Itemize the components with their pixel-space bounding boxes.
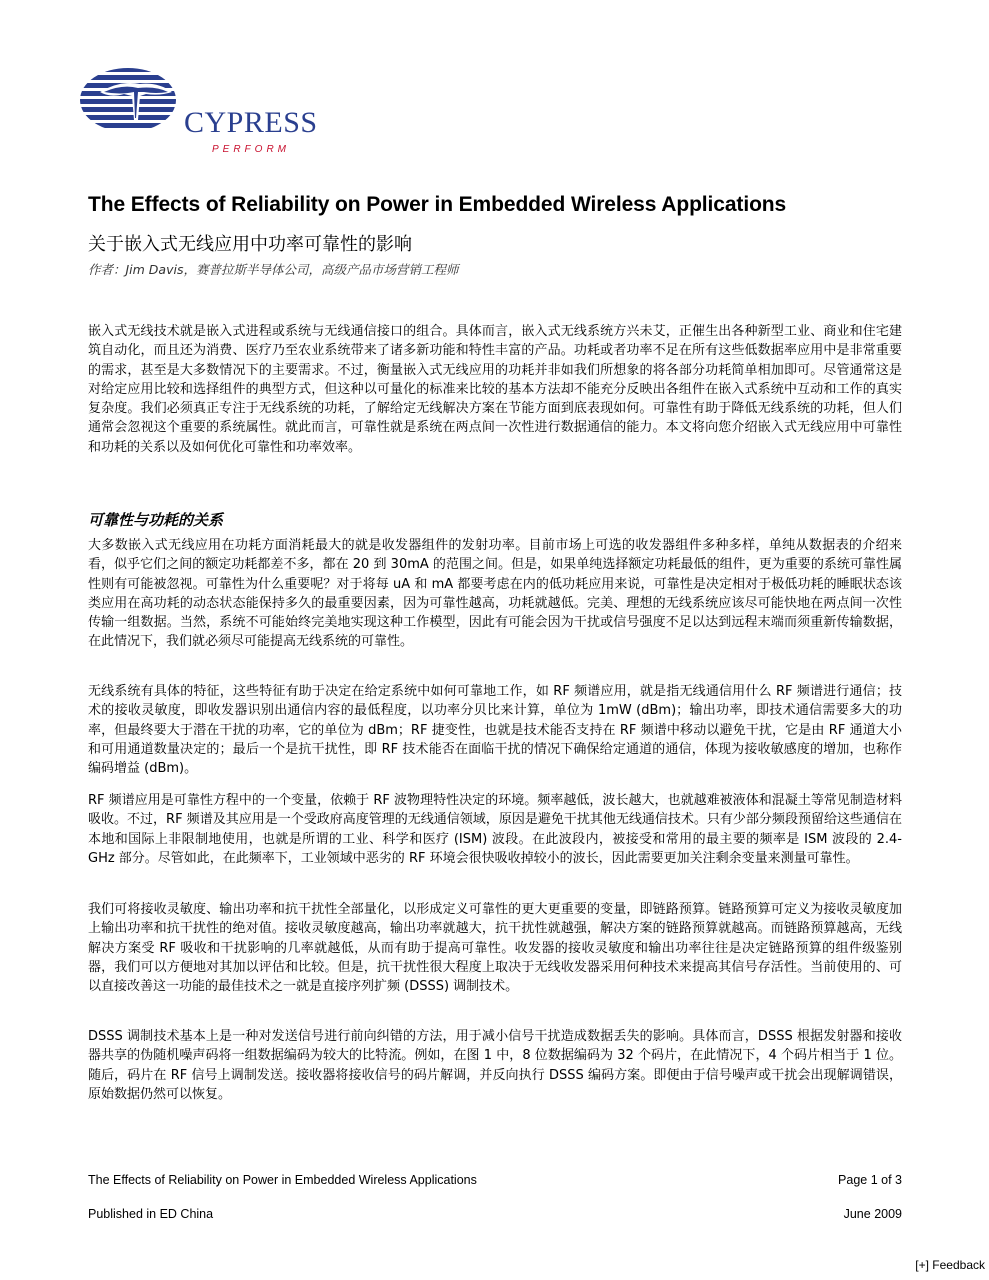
logo-tagline: PERFORM: [212, 144, 290, 155]
body-paragraph-2: 无线系统有具体的特征，这些特征有助于决定在给定系统中如何可靠地工作，如 RF 频谱应用，就是指无线通信用什么 RF 频谱进行通信；技术的接收灵敏度，即收发器识别出通信内容的最低程度，以功率分贝比来计算，单位为 1mW (dBm)；输出功率，即技术通信需要多大的功率，但最终要大于潜在干扰的功率，它的单位为 dBm；RF 捷变性，也就是技术能否支持在 RF 频谱中移动以避免干扰，它是由 RF 通道大小和可用通道数量决定的；最后一个是抗干扰性，即 RF 技术能否在面临干扰的情况下确保给定通道的通信，体现为接收敏感度的增加，也称作编码增益 (dBm)。: [88, 684, 902, 777]
article-title-chinese: 关于嵌入式无线应用中功率可靠性的影响: [88, 234, 412, 255]
footer-title: The Effects of Reliability on Power in Embedded Wireless Applications: [88, 1173, 477, 1187]
body-paragraph-5: DSSS 调制技术基本上是一种对发送信号进行前向纠错的方法，用于减小信号干扰造成数据丢失的影响。具体而言，DSSS 根据发射器和接收器共享的伪随机噪声码将一组数据编码为较大的比特流。例如，在图 1 中，8 位数据编码为 32 个码片，在此情况下，4 个码片相当于 1 位。随后，码片在 RF 信号上调制发送。接收器将接收信号的码片解调，并反向执行 DSSS 编码方案。即便由于信号噪声或干扰会出现解调错误，原始数据仍然可以恢复。: [88, 1029, 902, 1102]
logo-wordmark: CYPRESS: [184, 106, 318, 139]
body-paragraph-3: RF 频谱应用是可靠性方程中的一个变量，依赖于 RF 波物理特性决定的环境。频率越低，波长越大，也就越难被液体和混凝土等常见制造材料吸收。不过，RF 频谱及其应用是一个受政府高度管理的无线通信领域，原因是避免干扰其他无线通信技术。只有少部分频段预留给这些通信在本地和国际上非限制地使用，也就是所谓的工业、科学和医疗 (ISM) 波段。在此波段内，被接受和常用的最主要的频率是 ISM 波段的 2.4-GHz 部分。尽管如此，在此频率下，工业领域中恶劣的 RF 环境会很快吸收掉较小的波长，因此需要更加关注剩余变量来测量可靠性。: [88, 793, 902, 866]
footer-published: Published in ED China: [88, 1207, 214, 1221]
footer-date: June 2009: [843, 1207, 902, 1221]
body-paragraph-4: 我们可将接收灵敏度、输出功率和抗干扰性全部量化，以形成定义可靠性的更大更重要的变量，即链路预算。链路预算可定义为接收灵敏度加上输出功率和抗干扰性的绝对值。接收灵敏度越高，输出功率就越大，抗干扰性就越强，解决方案的链路预算就越高。而链路预算越高，无线解决方案受 RF 吸收和干扰影响的几率就越低，从而有助于提高可靠性。收发器的接收灵敏度和输出功率往往是决定链路预算的组件级鉴别器，我们可以方便地对其加以评估和比较。但是，抗干扰性很大程度上取决于无线收发器采用何种技术来提高其信号存活性。当前使用的、可以直接改善这一功能的最佳技术之一就是直接序列扩频 (DSSS) 调制技术。: [88, 902, 902, 995]
feedback-link[interactable]: [+] Feedback: [915, 1258, 985, 1272]
footer-page-number: Page 1 of 3: [838, 1173, 902, 1187]
intro-paragraph: 嵌入式无线技术就是嵌入式进程或系统与无线通信接口的组合。具体而言，嵌入式无线系统方兴未艾，正催生出各种新型工业、商业和住宅建筑自动化，而且还为消费、医疗乃至农业系统带来了诸多新功能和特性丰富的产品。功耗或者功率不足在所有这些低数据率应用中是非常重要的需求，甚至是大多数情况下的主要需求。不过，衡量嵌入式无线应用的功耗并非如我们所想象的将各部分功耗简单相加即可。尽管通常这是对给定应用比较和选择组件的典型方式，但这种以可量化的标准来比较的基本方法却不能充分反映出各组件在嵌入式系统中互动和工作的真实复杂度。我们必须真正专注于无线系统的功耗，了解给定无线解决方案在节能方面到底表现如何。可靠性有助于降低无线系统的功耗，但人们通常会忽视这个重要的系统属性。就此而言，可靠性就是系统在两点间一次性进行数据通信的能力。本文将向您介绍嵌入式无线应用中可靠性和功耗的关系以及如何优化可靠性和功率效率。: [88, 324, 902, 455]
cypress-logo: [80, 62, 320, 162]
body-paragraph-1: 大多数嵌入式无线应用在功耗方面消耗最大的就是收发器组件的发射功率。目前市场上可选的收发器组件多种多样，单纯从数据表的介绍来看，似乎它们之间的额定功耗都差不多，都在 20 到 30mA 的范围之间。但是，如果单纯选择额定功耗最低的组件，更为重要的系统可靠性属性则有可能被忽视。可靠性为什么重要呢？对于将每 uA 和 mA 都要考虑在内的低功耗应用来说，可靠性是决定相对于极低功耗的睡眠状态该类应用在高功耗的动态状态能保持多久的最重要因素，因为可靠性越高，功耗就越低。完美、理想的无线系统应该尽可能快地在两点间一次性传输一组数据。当然，系统不可能始终完美地实现这种工作模型，因此有可能会因为干扰或信号强度不足以达到远程末端而须重新传输数据，在此情况下，我们就必须尽可能提高无线系统的可靠性。: [88, 538, 902, 650]
section-heading: 可靠性与功耗的关系: [88, 511, 224, 529]
author-line: 作者：Jim Davis，赛普拉斯半导体公司，高级产品市场营销工程师: [88, 262, 459, 277]
article-title-english: The Effects of Reliability on Power in Embedded Wireless Applications: [88, 193, 787, 216]
